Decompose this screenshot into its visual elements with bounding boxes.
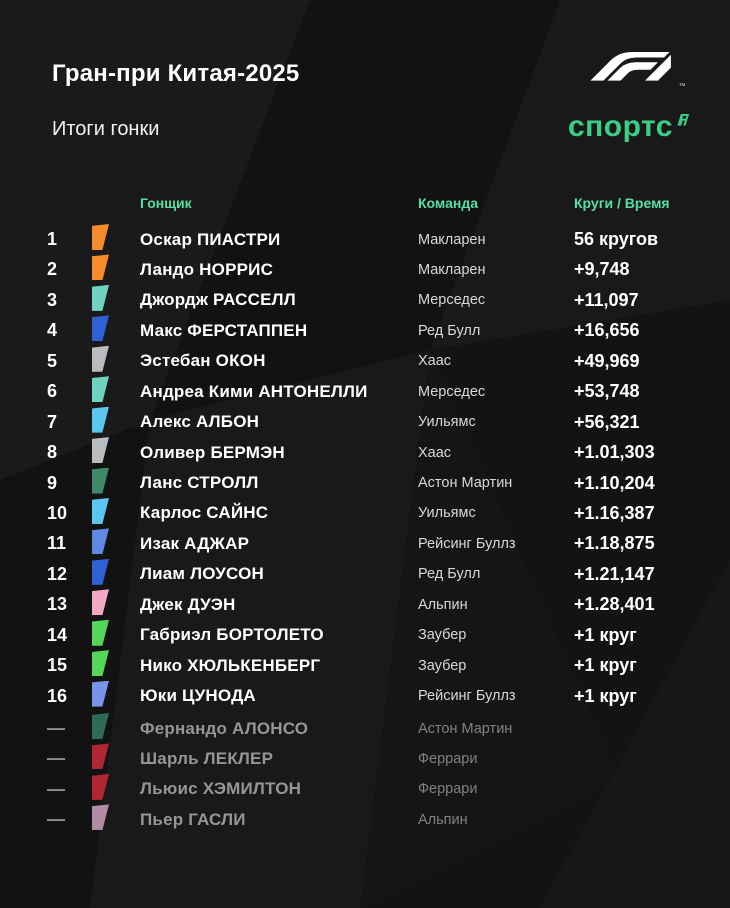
driver-name: Алекс АЛБОН — [140, 412, 260, 432]
team-color-flag-icon — [92, 650, 109, 676]
column-header-time: Круги / Время — [574, 195, 670, 211]
results-rows — [47, 224, 690, 835]
position: 14 — [47, 624, 68, 645]
position: — — [47, 748, 65, 769]
team-color-flag-icon — [92, 528, 109, 554]
driver-name: Фернандо АЛОНСО — [140, 718, 309, 738]
table-row — [47, 315, 690, 345]
driver-name: Джордж РАССЕЛЛ — [140, 290, 296, 310]
team-name: Альпин — [418, 596, 468, 613]
time-value: +1 круг — [574, 624, 637, 645]
time-value: +1.21,147 — [574, 563, 655, 584]
table-row — [47, 346, 690, 376]
team-color-flag-icon — [92, 376, 109, 402]
driver-name: Эстебан ОКОН — [140, 351, 266, 371]
time-value: +1.28,401 — [574, 594, 655, 615]
time-value: +56,321 — [574, 411, 640, 432]
page-title: Гран-при Китая-2025 — [52, 60, 300, 87]
team-name: Феррари — [418, 781, 478, 798]
team-name: Феррари — [418, 750, 478, 767]
driver-name: Андреа Кими АНТОНЕЛЛИ — [140, 381, 368, 401]
time-value: +9,748 — [574, 259, 630, 280]
position: 2 — [47, 259, 58, 280]
column-header-driver: Гонщик — [140, 195, 192, 211]
driver-name: Изак АДЖАР — [140, 533, 250, 553]
time-value: +49,969 — [574, 350, 640, 371]
team-color-flag-icon — [92, 468, 109, 494]
column-header-team: Команда — [418, 195, 478, 211]
time-value: +1.16,387 — [574, 502, 655, 523]
table-row — [47, 713, 690, 743]
position: 3 — [47, 289, 58, 310]
f1-trademark: ™ — [678, 83, 686, 90]
team-color-flag-icon — [92, 498, 109, 524]
time-value: 56 кругов — [574, 229, 659, 249]
table-row — [47, 376, 690, 406]
team-color-flag-icon — [92, 774, 109, 800]
table-header-row — [47, 189, 690, 217]
team-name: Рейсинг Буллз — [418, 535, 516, 552]
table-row — [47, 774, 690, 804]
team-color-flag-icon — [92, 407, 109, 433]
team-name: Мерседес — [418, 292, 486, 309]
driver-name: Юки ЦУНОДА — [140, 686, 256, 706]
team-name: Уильямс — [418, 505, 476, 522]
table-row — [47, 559, 690, 589]
team-color-flag-icon — [92, 285, 109, 311]
time-value: +1 круг — [574, 685, 637, 706]
team-color-flag-icon — [92, 589, 109, 615]
table-row — [47, 804, 690, 834]
position: 16 — [47, 685, 68, 706]
team-color-flag-icon — [92, 681, 109, 707]
f1-logo — [586, 52, 686, 94]
team-name: Уильямс — [418, 414, 476, 431]
results-table — [47, 189, 690, 835]
team-name: Заубер — [418, 657, 467, 674]
team-name: Макларен — [418, 231, 486, 248]
position: 4 — [47, 320, 58, 341]
team-name: Астон Мартин — [418, 475, 513, 491]
brand-flag-icon — [675, 111, 690, 127]
team-color-flag-icon — [92, 254, 109, 280]
driver-name: Оливер БЕРМЭН — [140, 442, 285, 462]
time-value: +53,748 — [574, 381, 640, 402]
team-color-flag-icon — [92, 804, 109, 830]
position: 1 — [47, 229, 58, 249]
table-row — [47, 498, 690, 528]
table-row — [47, 589, 690, 619]
position: 15 — [47, 655, 68, 676]
team-name: Макларен — [418, 261, 486, 278]
position: 7 — [47, 411, 58, 432]
position: 6 — [47, 381, 58, 402]
team-color-flag-icon — [92, 713, 109, 739]
time-value: +1.18,875 — [574, 533, 655, 554]
team-color-flag-icon — [92, 437, 109, 463]
brand-logo — [568, 110, 690, 144]
team-name: Рейсинг Буллз — [418, 688, 516, 705]
position: — — [47, 718, 65, 738]
driver-name: Джек ДУЭН — [140, 594, 236, 614]
position: 11 — [47, 533, 67, 554]
driver-name: Габриэл БОРТОЛЕТО — [140, 625, 324, 645]
team-color-flag-icon — [92, 224, 109, 250]
table-row — [47, 681, 690, 711]
position: 10 — [47, 502, 68, 523]
team-name: Хаас — [418, 444, 452, 461]
team-name: Хаас — [418, 353, 452, 370]
table-row — [47, 254, 690, 284]
team-name: Мерседес — [418, 383, 486, 400]
position: — — [47, 809, 65, 830]
table-row — [47, 407, 690, 437]
position: 9 — [47, 472, 58, 493]
position: — — [47, 778, 65, 799]
team-color-flag-icon — [92, 559, 109, 585]
table-row — [47, 528, 690, 558]
driver-name: Шарль ЛЕКЛЕР — [140, 748, 274, 768]
driver-name: Оскар ПИАСТРИ — [140, 229, 281, 249]
team-name: Заубер — [418, 627, 467, 644]
table-row — [47, 743, 690, 773]
time-value: +1.01,303 — [574, 442, 655, 463]
table-row — [47, 650, 690, 680]
f1-logo-icon — [586, 52, 674, 82]
driver-name: Карлос САЙНС — [140, 503, 269, 523]
team-color-flag-icon — [92, 315, 109, 341]
team-color-flag-icon — [92, 346, 109, 372]
table-row — [47, 468, 690, 498]
position: 12 — [47, 563, 68, 584]
time-value: +1.10,204 — [574, 472, 655, 493]
position: 5 — [47, 350, 58, 371]
team-name: Альпин — [418, 811, 468, 828]
brand-logo-text: спортс — [567, 110, 673, 143]
team-name: Астон Мартин — [418, 720, 513, 737]
team-name: Ред Булл — [418, 566, 481, 583]
table-row — [47, 620, 690, 650]
time-value: +1 круг — [574, 655, 637, 676]
team-color-flag-icon — [92, 620, 109, 646]
team-name: Ред Булл — [418, 322, 481, 339]
time-value: +16,656 — [574, 320, 640, 341]
driver-name: Макс ФЕРСТАППЕН — [140, 320, 308, 340]
position: 8 — [47, 442, 58, 463]
table-row — [47, 224, 690, 254]
time-value: +11,097 — [574, 289, 639, 310]
driver-name: Лиам ЛОУСОН — [140, 564, 264, 584]
driver-name: Льюис ХЭМИЛТОН — [140, 779, 302, 799]
page-subtitle: Итоги гонки — [52, 118, 160, 140]
position: 13 — [47, 594, 68, 615]
driver-name: Пьер ГАСЛИ — [140, 809, 246, 829]
team-color-flag-icon — [92, 743, 109, 769]
driver-name: Ланс СТРОЛЛ — [140, 473, 259, 492]
table-row — [47, 437, 690, 467]
driver-name: Ландо НОРРИС — [140, 259, 274, 279]
driver-name: Нико ХЮЛЬКЕНБЕРГ — [140, 655, 321, 675]
table-row — [47, 285, 690, 315]
